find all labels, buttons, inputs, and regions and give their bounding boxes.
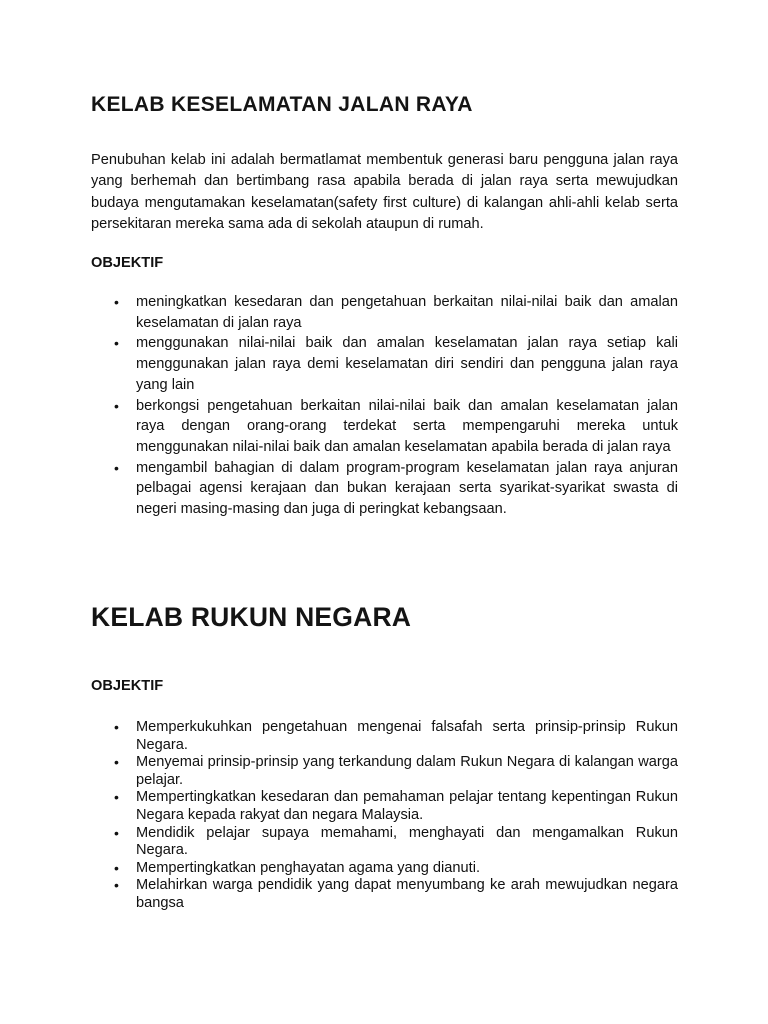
bullet-icon: • <box>114 754 119 771</box>
section-title-rukun-negara: KELAB RUKUN NEGARA <box>91 602 412 632</box>
bullet-icon: • <box>114 859 119 876</box>
list-item-text: menggunakan nilai-nilai baik dan amalan keselamatan jalan raya setiap kali menggunakan jalan raya demi keselamatan diri sendiri dan pengguna jalan raya yang lain <box>136 335 678 393</box>
list-item <box>91 333 678 395</box>
bullet-icon: • <box>114 294 119 310</box>
bullet-icon: • <box>114 459 119 476</box>
bullet-icon: • <box>114 397 119 414</box>
list-item-text: Memperkukuhkan pengetahuan mengenai falsafah serta prinsip-prinsip Rukun Negara. <box>136 719 678 753</box>
bullet-icon: • <box>114 789 119 806</box>
list-item-text: mengambil bahagian di dalam program-program keselamatan jalan raya anjuran pelbagai agensi kerajaan dan bukan kerajaan serta syarikat-syarikat swasta di negeri masing-masing dan juga di peringkat kebangsaan. <box>136 459 678 518</box>
list-item <box>91 292 678 333</box>
list-item <box>91 860 678 878</box>
objective-list-1 <box>91 292 678 520</box>
list-item-text: berkongsi pengetahuan berkaitan nilai-nilai baik dan amalan keselamatan jalan raya dengan orang-orang terdekat serta mempengaruhi mereka untuk menggunakan nilai-nilai baik dan amalan keselamatan apabila berada di jalan raya <box>136 397 678 455</box>
bullet-icon: • <box>114 824 119 841</box>
list-item-text: meningkatkan kesedaran dan pengetahuan berkaitan nilai-nilai baik dan amalan keselamatan di jalan raya <box>136 294 678 331</box>
objective-list-2 <box>91 719 678 913</box>
list-item-text: Melahirkan warga pendidik yang dapat menyumbang ke arah mewujudkan negara bangsa <box>136 877 678 911</box>
objective-heading-2: OBJEKTIF <box>91 678 164 694</box>
objective-heading-1: OBJEKTIF <box>91 255 164 271</box>
bullet-icon: • <box>114 719 119 735</box>
list-item <box>91 754 678 789</box>
bullet-icon: • <box>114 877 119 894</box>
list-item <box>91 396 678 458</box>
list-item-text: Menyemai prinsip-prinsip yang terkandung dalam Rukun Negara di kalangan warga pelajar. <box>136 754 678 788</box>
list-item-text: Mempertingkatkan kesedaran dan pemahaman pelajar tentang kepentingan Rukun Negara kepada rakyat dan negara Malaysia. <box>136 789 678 823</box>
list-item-text: Mempertingkatkan penghayatan agama yang dianuti. <box>136 859 480 876</box>
bullet-icon: • <box>114 335 119 352</box>
section-intro-paragraph: Penubuhan kelab ini adalah bermatlamat membentuk generasi baru pengguna jalan raya yang berhemah dan bertimbang rasa apabila berada di jalan raya serta mewujudkan budaya mengutamakan keselamatan(safety first culture) di kalangan ahli-ahli kelab serta persekitaran mereka sama ada di sekolah ataupun di rumah. <box>91 152 678 232</box>
section-title-keselamatan-jalan-raya: KELAB KESELAMATAN JALAN RAYA <box>91 93 473 116</box>
list-item <box>91 719 678 754</box>
list-item <box>91 877 678 912</box>
list-item <box>91 789 678 824</box>
list-item <box>91 458 678 520</box>
list-item-text: Mendidik pelajar supaya memahami, menghayati dan mengamalkan Rukun Negara. <box>136 824 678 859</box>
list-item <box>91 825 678 860</box>
